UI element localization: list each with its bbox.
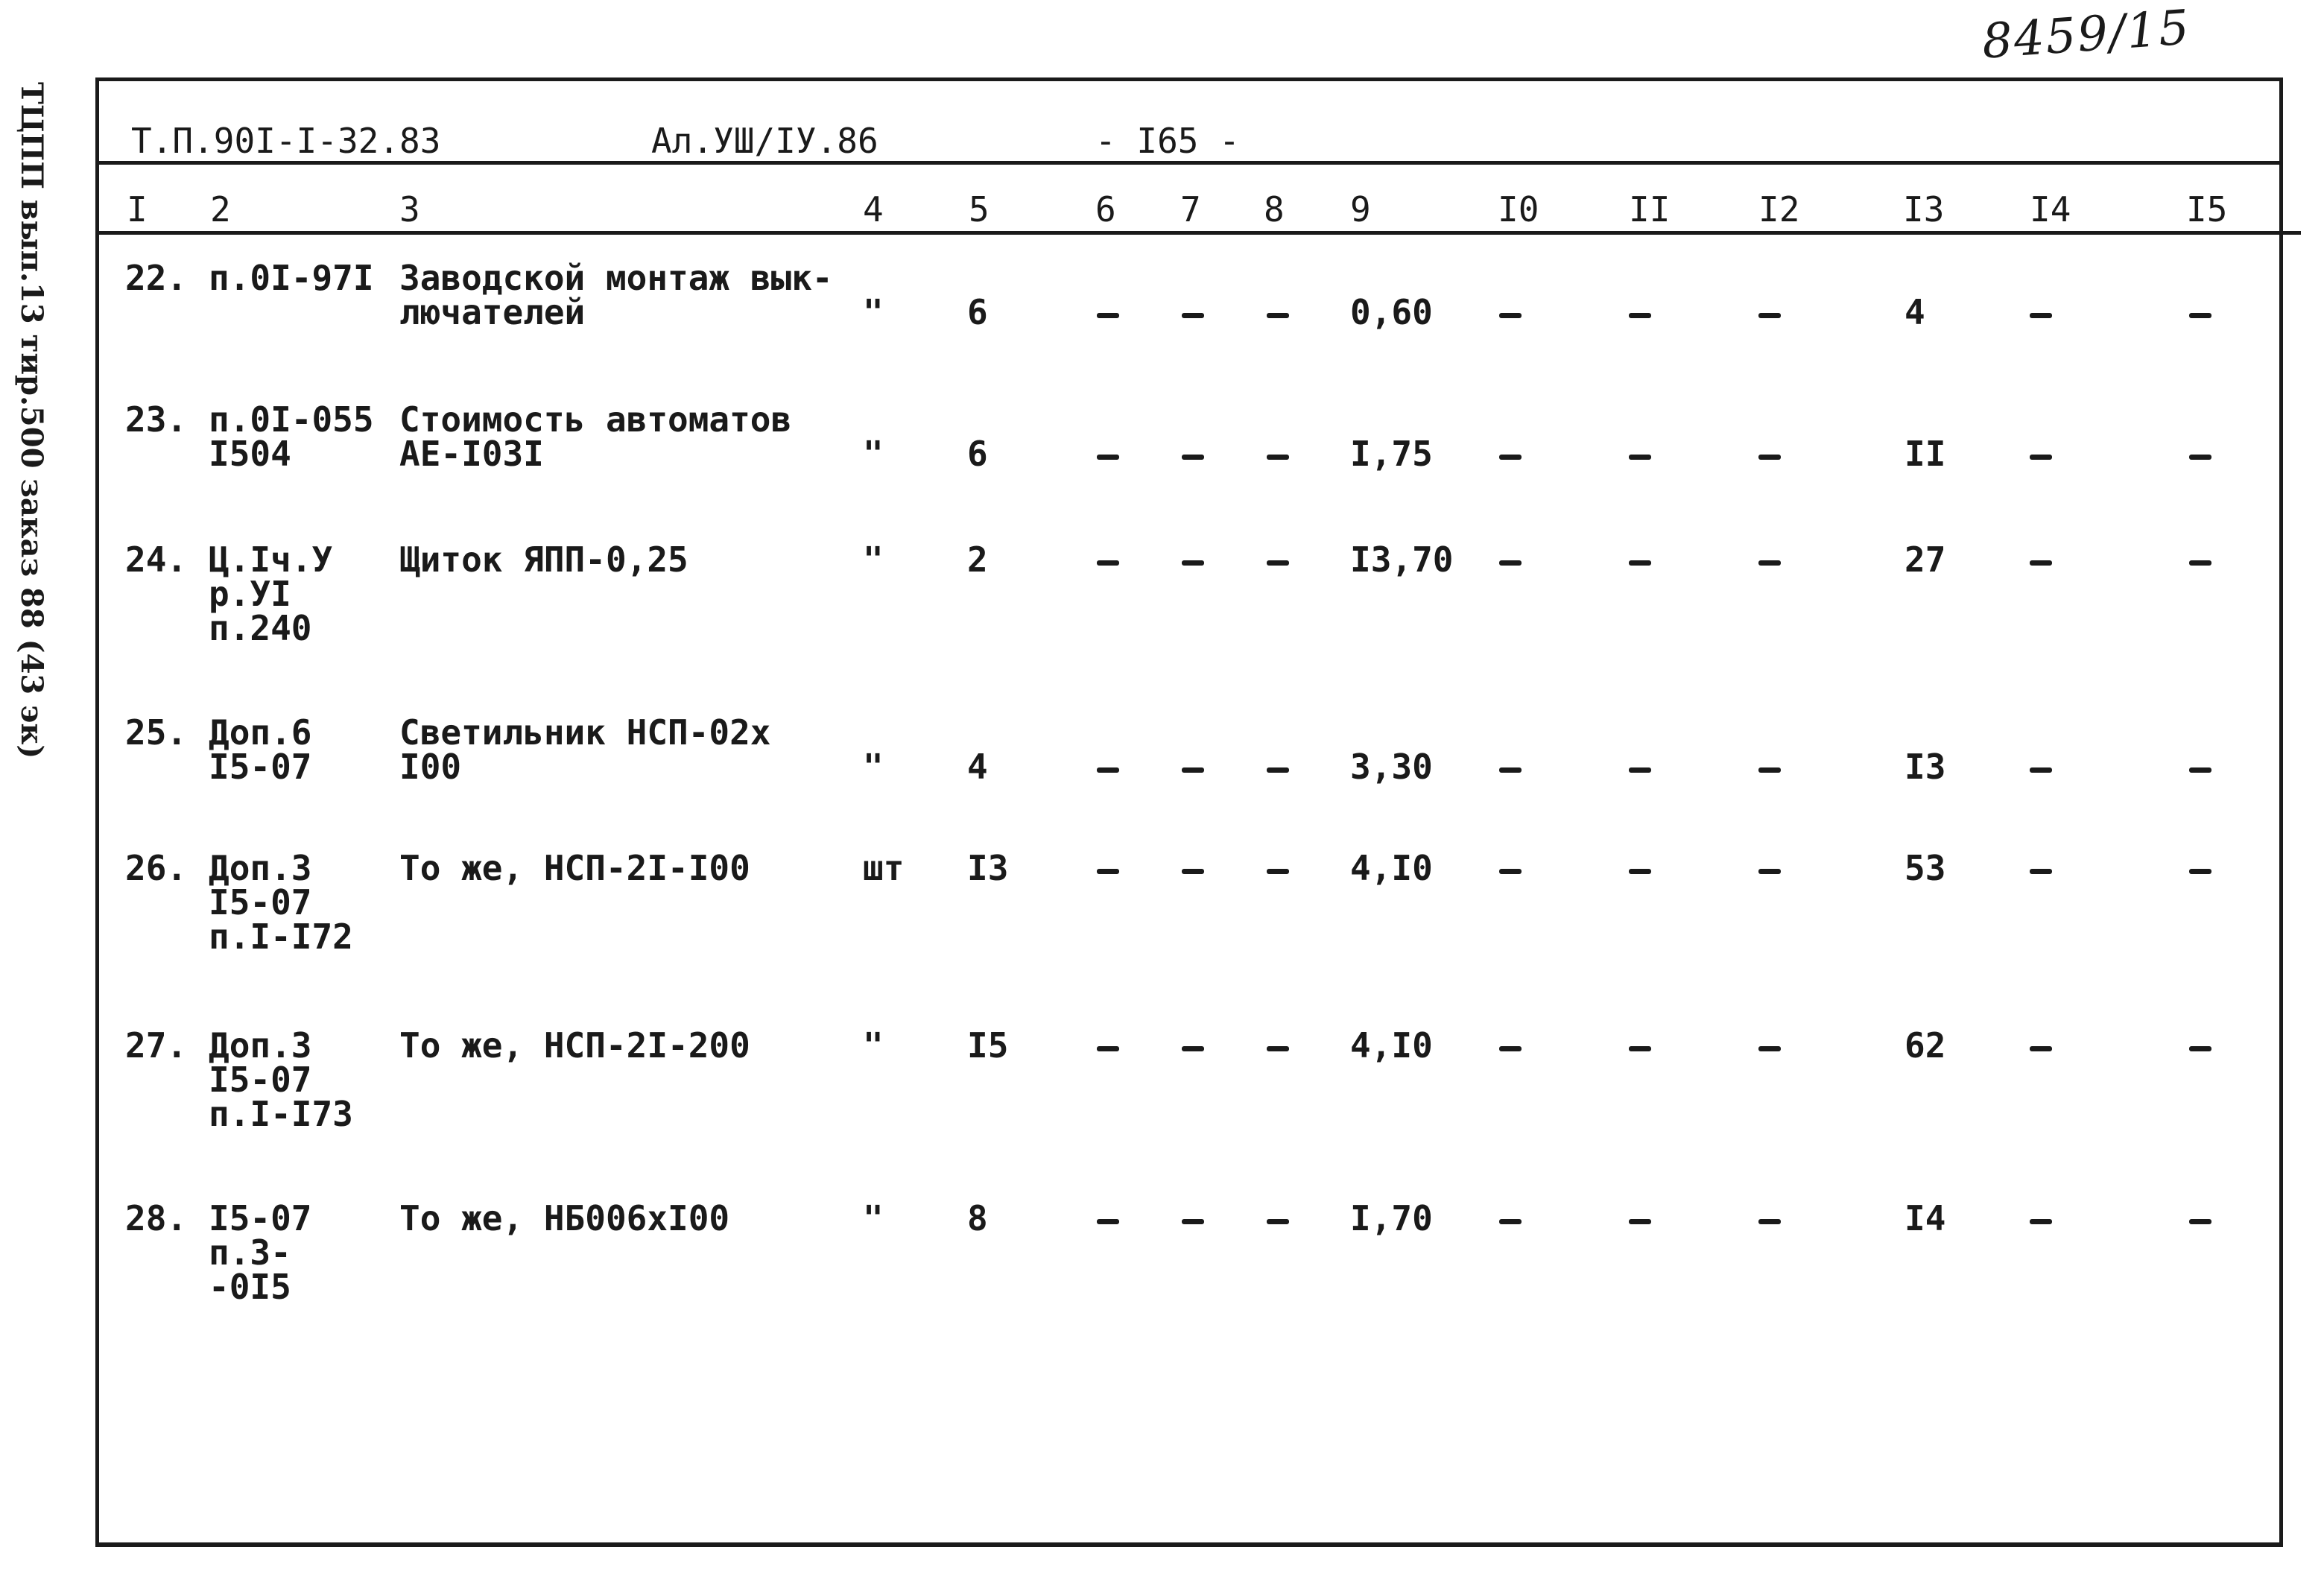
empty-dash-c10 xyxy=(1499,869,1522,874)
empty-dash-c11 xyxy=(1629,1219,1651,1224)
value-col-9: 3,30 xyxy=(1350,747,1433,787)
value-col-13: I4 xyxy=(1905,1198,1946,1238)
project-code: Т.П.90I-I-32.83 xyxy=(131,121,441,161)
rate-code: п.0I-055 I504 xyxy=(209,399,374,474)
column-header-divider xyxy=(95,231,2301,235)
item-name: Светильник НСП-02х I00 xyxy=(399,712,771,787)
empty-dash-c7 xyxy=(1182,767,1204,773)
column-header-3: 3 xyxy=(399,189,420,230)
empty-dash-c7 xyxy=(1182,1219,1204,1224)
value-col-13: 62 xyxy=(1905,1025,1946,1066)
item-name: Заводской монтаж вык- лючателей xyxy=(399,258,833,332)
empty-dash-c12 xyxy=(1758,869,1781,874)
row-number: 26. xyxy=(125,848,188,888)
empty-dash-c10 xyxy=(1499,455,1522,460)
page-number: - I65 - xyxy=(1095,121,1240,161)
empty-dash-c14 xyxy=(2030,1046,2052,1051)
empty-dash-c11 xyxy=(1629,313,1651,318)
row-number: 27. xyxy=(125,1025,188,1066)
quantity: I3 xyxy=(967,848,1009,888)
value-col-9: I,75 xyxy=(1350,434,1433,474)
empty-dash-c6 xyxy=(1097,313,1119,318)
empty-dash-c12 xyxy=(1758,1219,1781,1224)
item-name: Щиток ЯПП-0,25 xyxy=(399,539,688,580)
row-number: 22. xyxy=(125,258,188,298)
empty-dash-c10 xyxy=(1499,1046,1522,1051)
empty-dash-c15 xyxy=(2189,1219,2211,1224)
column-header-4: 4 xyxy=(863,189,884,230)
value-col-9: I3,70 xyxy=(1350,539,1454,580)
value-col-13: II xyxy=(1905,434,1946,474)
empty-dash-c15 xyxy=(2189,767,2211,773)
empty-dash-c15 xyxy=(2189,869,2211,874)
empty-dash-c11 xyxy=(1629,455,1651,460)
empty-dash-c8 xyxy=(1267,560,1289,566)
margin-note: ТЦПП вып.13 тир.500 заказ 88 (43 эк) xyxy=(14,82,49,759)
empty-dash-c10 xyxy=(1499,313,1522,318)
empty-dash-c8 xyxy=(1267,767,1289,773)
empty-dash-c14 xyxy=(2030,767,2052,773)
unit: " xyxy=(863,1025,884,1066)
column-header-8: 8 xyxy=(1264,189,1285,230)
value-col-9: 4,I0 xyxy=(1350,1025,1433,1066)
item-name: То же, НСП-2I-I00 xyxy=(399,848,750,888)
value-col-13: I3 xyxy=(1905,747,1946,787)
value-col-9: 0,60 xyxy=(1350,292,1433,332)
column-header-15: I5 xyxy=(2186,189,2228,230)
empty-dash-c14 xyxy=(2030,1219,2052,1224)
item-name: То же, НСП-2I-200 xyxy=(399,1025,750,1066)
rate-code: п.0I-97I xyxy=(209,258,374,298)
empty-dash-c12 xyxy=(1758,1046,1781,1051)
empty-dash-c15 xyxy=(2189,560,2211,566)
column-header-14: I4 xyxy=(2030,189,2071,230)
empty-dash-c6 xyxy=(1097,1219,1119,1224)
quantity: 4 xyxy=(967,747,988,787)
quantity: 2 xyxy=(967,539,988,580)
empty-dash-c6 xyxy=(1097,560,1119,566)
empty-dash-c7 xyxy=(1182,1046,1204,1051)
empty-dash-c7 xyxy=(1182,869,1204,874)
empty-dash-c6 xyxy=(1097,869,1119,874)
value-col-13: 27 xyxy=(1905,539,1946,580)
empty-dash-c10 xyxy=(1499,1219,1522,1224)
value-col-9: I,70 xyxy=(1350,1198,1433,1238)
empty-dash-c10 xyxy=(1499,767,1522,773)
column-header-7: 7 xyxy=(1180,189,1201,230)
value-col-13: 4 xyxy=(1905,292,1925,332)
row-number: 24. xyxy=(125,539,188,580)
column-header-6: 6 xyxy=(1095,189,1116,230)
empty-dash-c7 xyxy=(1182,455,1204,460)
rate-code: Доп.6 I5-07 xyxy=(209,712,312,787)
empty-dash-c12 xyxy=(1758,560,1781,566)
empty-dash-c15 xyxy=(2189,313,2211,318)
empty-dash-c8 xyxy=(1267,455,1289,460)
empty-dash-c15 xyxy=(2189,455,2211,460)
empty-dash-c11 xyxy=(1629,767,1651,773)
album-code: Ал.УШ/IУ.86 xyxy=(651,121,878,161)
rate-code: I5-07 п.3- -0I5 xyxy=(209,1198,312,1307)
quantity: 8 xyxy=(967,1198,988,1238)
empty-dash-c12 xyxy=(1758,455,1781,460)
column-header-2: 2 xyxy=(210,189,231,230)
unit: " xyxy=(863,539,884,580)
value-col-9: 4,I0 xyxy=(1350,848,1433,888)
handwritten-note: 8459/15 xyxy=(1980,0,2193,70)
empty-dash-c6 xyxy=(1097,1046,1119,1051)
empty-dash-c8 xyxy=(1267,313,1289,318)
empty-dash-c14 xyxy=(2030,869,2052,874)
empty-dash-c7 xyxy=(1182,313,1204,318)
header-divider xyxy=(95,161,2283,165)
empty-dash-c11 xyxy=(1629,1046,1651,1051)
column-header-12: I2 xyxy=(1758,189,1800,230)
quantity: 6 xyxy=(967,292,988,332)
column-header-5: 5 xyxy=(969,189,990,230)
rate-code: Доп.3 I5-07 п.I-I73 xyxy=(209,1025,353,1134)
column-header-1: I xyxy=(127,189,148,230)
item-name: Стоимость автоматов АЕ-I03I xyxy=(399,399,792,474)
value-col-13: 53 xyxy=(1905,848,1946,888)
unit: " xyxy=(863,747,884,787)
rate-code: Доп.3 I5-07 п.I-I72 xyxy=(209,848,353,957)
unit: " xyxy=(863,434,884,474)
column-header-10: I0 xyxy=(1498,189,1539,230)
empty-dash-c14 xyxy=(2030,455,2052,460)
empty-dash-c8 xyxy=(1267,1046,1289,1051)
quantity: 6 xyxy=(967,434,988,474)
row-number: 23. xyxy=(125,399,188,440)
empty-dash-c12 xyxy=(1758,767,1781,773)
empty-dash-c14 xyxy=(2030,560,2052,566)
quantity: I5 xyxy=(967,1025,1009,1066)
column-header-9: 9 xyxy=(1350,189,1371,230)
unit: " xyxy=(863,1198,884,1238)
empty-dash-c11 xyxy=(1629,560,1651,566)
item-name: То же, НБ006хI00 xyxy=(399,1198,730,1238)
empty-dash-c8 xyxy=(1267,869,1289,874)
empty-dash-c15 xyxy=(2189,1046,2211,1051)
column-header-11: II xyxy=(1629,189,1671,230)
unit: шт xyxy=(863,848,905,888)
unit: " xyxy=(863,292,884,332)
empty-dash-c7 xyxy=(1182,560,1204,566)
empty-dash-c11 xyxy=(1629,869,1651,874)
column-header-13: I3 xyxy=(1903,189,1945,230)
row-number: 25. xyxy=(125,712,188,753)
rate-code: Ц.Iч.У р.УI п.240 xyxy=(209,539,333,648)
empty-dash-c10 xyxy=(1499,560,1522,566)
empty-dash-c12 xyxy=(1758,313,1781,318)
empty-dash-c6 xyxy=(1097,767,1119,773)
empty-dash-c14 xyxy=(2030,313,2052,318)
empty-dash-c6 xyxy=(1097,455,1119,460)
row-number: 28. xyxy=(125,1198,188,1238)
empty-dash-c8 xyxy=(1267,1219,1289,1224)
